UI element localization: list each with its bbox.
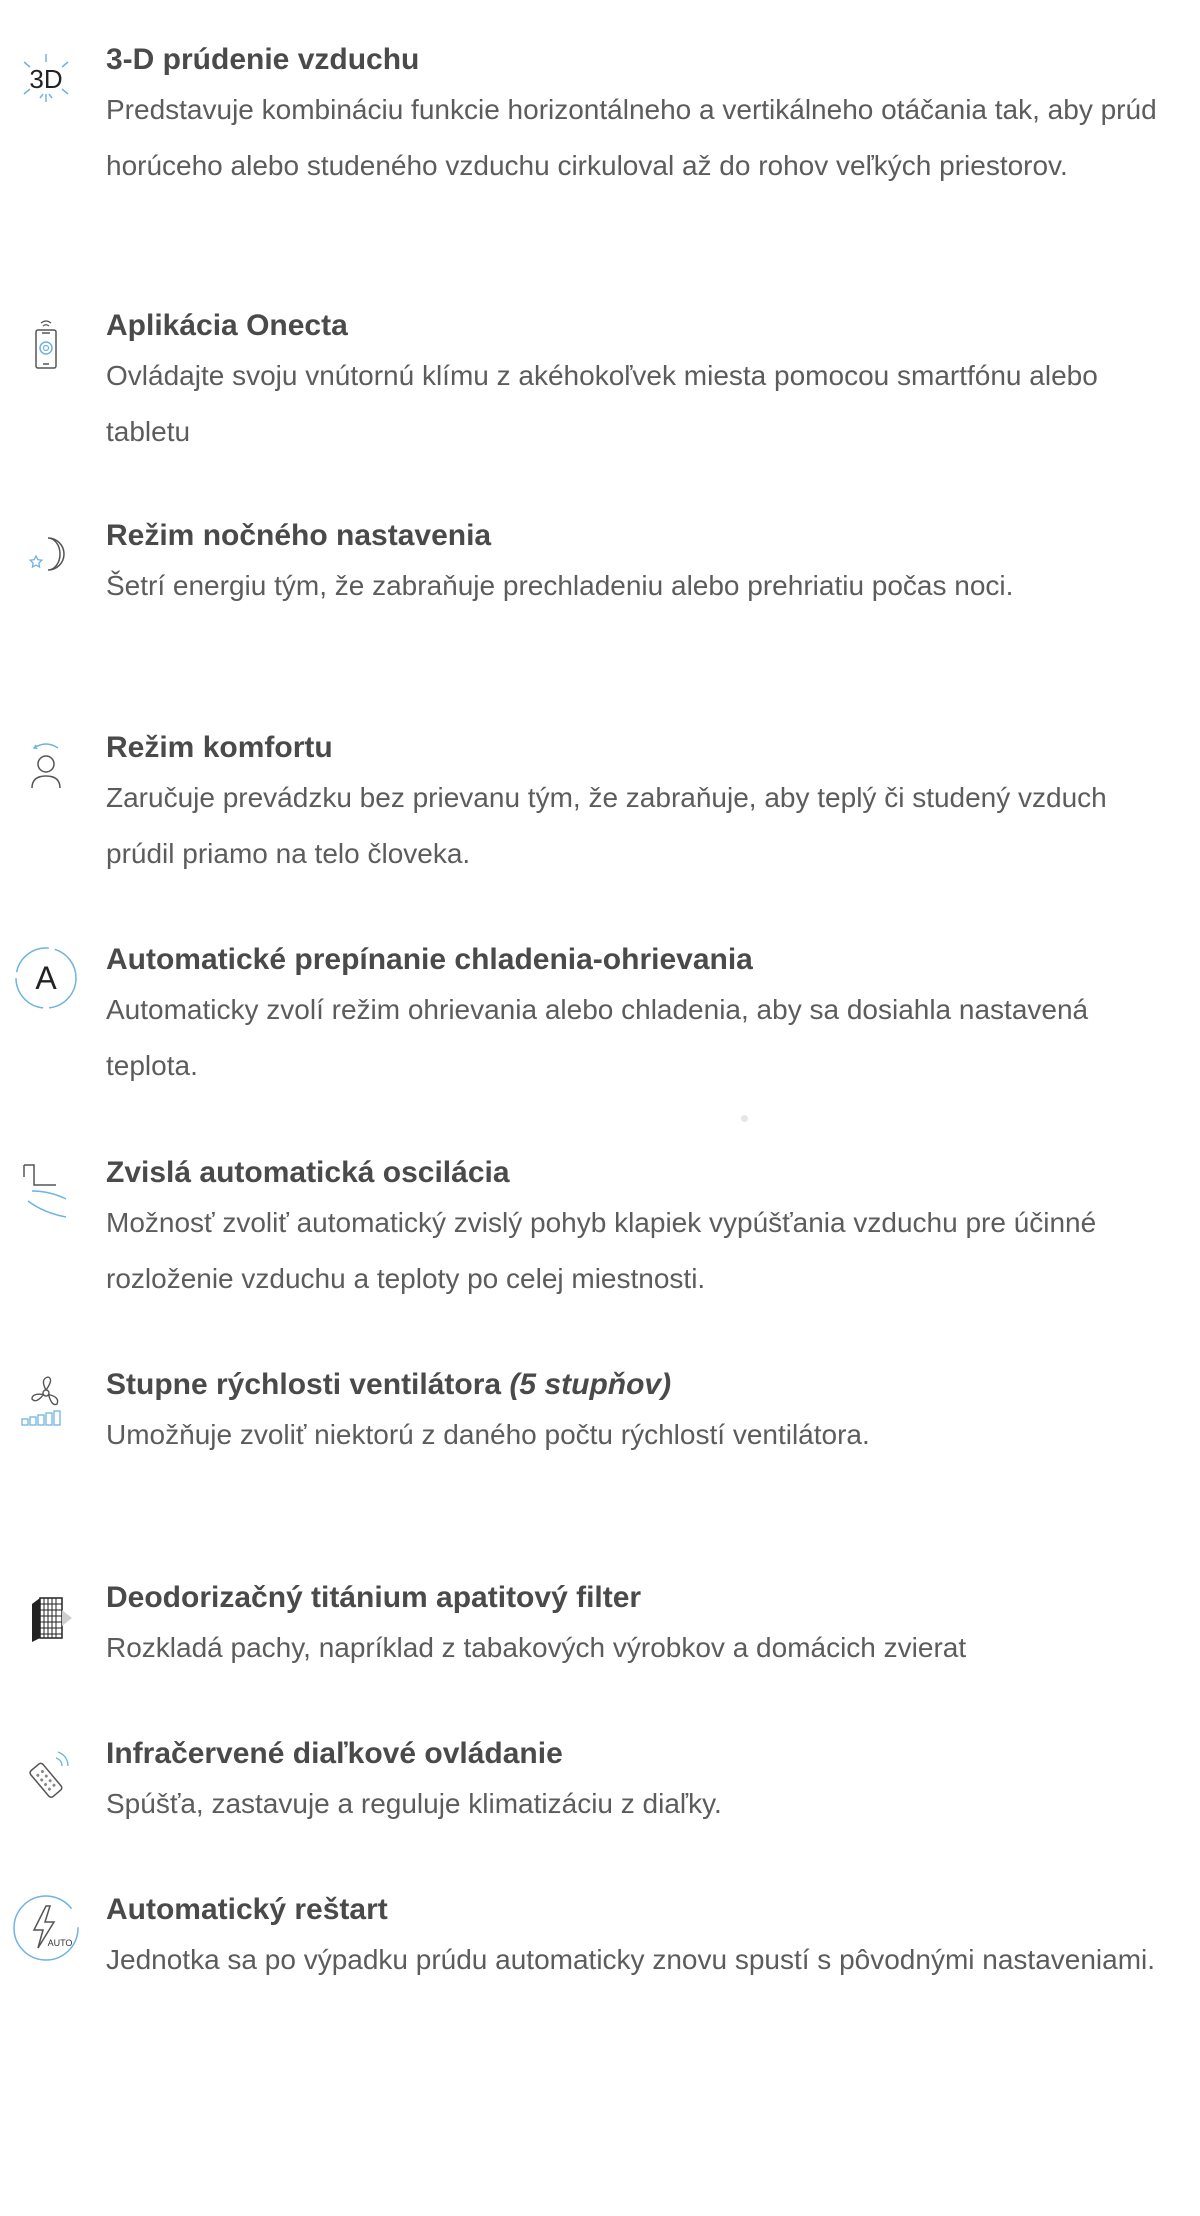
comfort-person-icon (10, 730, 82, 802)
svg-text:3D: 3D (29, 64, 63, 94)
feature-description: Šetrí energiu tým, že zabraňuje prechladeniu alebo prehriatiu počas noci. (106, 570, 1014, 601)
vertical-swing-icon (10, 1155, 82, 1227)
feature-title: Infračervené diaľkové ovládanie (106, 1737, 563, 1770)
feature-description: Umožňuje zvoliť niektorú z daného počtu rýchlostí ventilátora. (106, 1419, 870, 1450)
feature-title: Automatický reštart (106, 1893, 388, 1926)
svg-text:A: A (35, 960, 57, 996)
feature-title: 3-D prúdenie vzduchu (106, 43, 420, 76)
3d-airflow-icon (10, 42, 82, 114)
feature-description: Automaticky zvolí režim ohrievania alebo chladenia, aby sa dosiahla nastavená teplota. (106, 994, 1089, 1081)
feature-title: Zvislá automatická oscilácia (106, 1156, 510, 1189)
feature-title-main: Stupne rýchlosti ventilátora (106, 1368, 502, 1401)
feature-title: Režim komfortu (106, 731, 333, 764)
feature-title (106, 1367, 1166, 1403)
svg-text:AUTO: AUTO (47, 1938, 73, 1948)
feature-title: Aplikácia Onecta (106, 309, 348, 342)
night-moon-icon (10, 518, 82, 590)
feature-description: Ovládajte svoju vnútornú klímu z akéhokoľvek miesta pomocou smartfónu alebo tabletu (106, 360, 1098, 447)
feature-description: Zaručuje prevádzku bez prievanu tým, že zabraňuje, aby teplý či studený vzduch prúdil priamo na telo človeka. (106, 782, 1107, 869)
filter-icon (10, 1580, 82, 1652)
fan-speed-icon (10, 1367, 82, 1439)
smartphone-app-icon (10, 308, 82, 380)
feature-description: Rozkladá pachy, napríklad z tabakových výrobkov a domácich zvierat (106, 1632, 967, 1663)
feature-title: Deodorizačný titánium apatitový filter (106, 1581, 642, 1614)
feature-title: Režim nočného nastavenia (106, 519, 492, 552)
feature-description: Spúšťa, zastavuje a reguluje klimatizáciu z diaľky. (106, 1788, 722, 1819)
feature-title-suffix: (5 stupňov) (509, 1368, 672, 1401)
feature-description: Jednotka sa po výpadku prúdu automaticky znovu spustí s pôvodnými nastaveniami. (106, 1944, 1156, 1975)
decorative-dot (741, 1115, 748, 1122)
auto-changeover-icon (10, 942, 82, 1014)
feature-description: Možnosť zvoliť automatický zvislý pohyb klapiek vypúšťania vzduchu pre účinné rozloženie vzduchu a teploty po celej miestnosti. (106, 1207, 1097, 1294)
auto-restart-icon (10, 1892, 82, 1964)
remote-control-icon (10, 1736, 82, 1808)
feature-description: Predstavuje kombináciu funkcie horizontálneho a vertikálneho otáčania tak, aby prúd horúceho alebo studeného vzduchu cirkuloval až do rohov veľkých priestorov. (106, 94, 1157, 181)
feature-title: Automatické prepínanie chladenia-ohrievania (106, 943, 753, 976)
